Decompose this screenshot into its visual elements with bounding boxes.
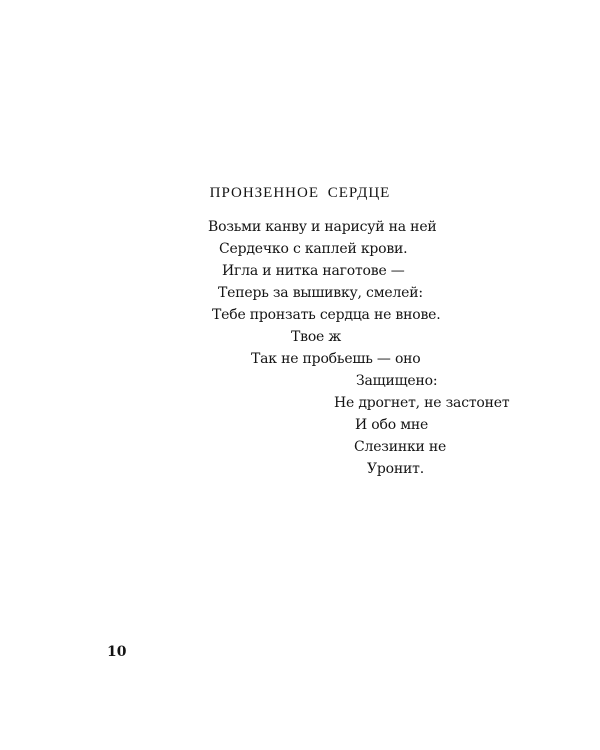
poem-line: Так не пробьешь — оно [251, 351, 421, 367]
poem-line: Тебе пронзать сердца не внове. [212, 307, 441, 323]
poem-line: Игла и нитка наготове — [222, 263, 405, 279]
page-number: 10 [107, 644, 127, 660]
poem-line: И обо мне [355, 417, 429, 433]
poem-line: Защищено: [356, 373, 438, 389]
poem-line: Твое ж [291, 329, 342, 345]
poem-line: Уронит. [367, 461, 424, 477]
poem-line: Теперь за вышивку, смелей: [218, 285, 423, 301]
poem-line: Возьми канву и нарисуй на ней [208, 219, 437, 235]
poem-title: ПРОНЗЕННОЕ СЕРДЦЕ [209, 185, 391, 201]
poem-line: Не дрогнет, не застонет [334, 395, 510, 411]
poem-line: Сердечко с каплей крови. [219, 241, 408, 257]
poem-line: Слезинки не [354, 439, 447, 455]
